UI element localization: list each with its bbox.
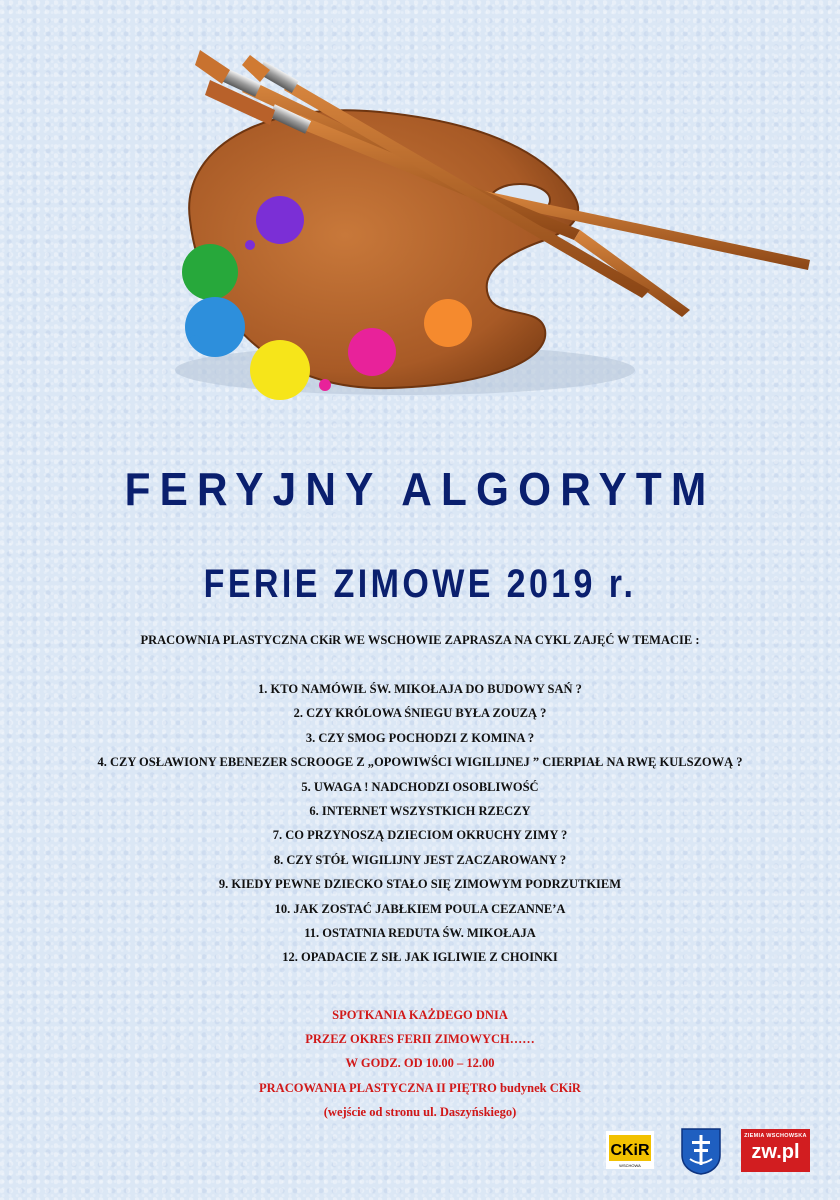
zw-logo-tagline: ZIEMIA WSCHOWSKA xyxy=(744,1133,807,1139)
topics-list xyxy=(0,677,840,970)
ckir-logo-subtext: WSCHOWA xyxy=(619,1163,641,1168)
magenta-paint xyxy=(348,328,396,376)
poster-title: FERYJNY ALGORYTM xyxy=(124,463,716,515)
list-item: 8. CZY STÓŁ WIGILIJNY JEST ZACZAROWANY ? xyxy=(273,852,567,867)
orange-paint xyxy=(424,299,472,347)
zw-logo-text: zw.pl xyxy=(751,1141,800,1163)
list-item: 4. CZY OSŁAWIONY EBENEZER SCROOGE Z „OPOWIWŚCI WIGILIJNEJ ” CIERPIAŁ NA RWĘ KULSZOWĄ ? xyxy=(97,755,743,770)
info-line: PRACOWANIA PLASTYCZNA II PIĘTRO budynek CKiR xyxy=(259,1080,581,1095)
paint-palette-illustration xyxy=(150,40,820,410)
coat-of-arms-icon xyxy=(680,1127,722,1175)
list-item: 1. KTO NAMÓWIŁ ŚW. MIKOŁAJA DO BUDOWY SAŃ ? xyxy=(258,682,582,696)
info-line: (wejście od stronu ul. Daszyńskiego) xyxy=(323,1104,517,1119)
zw-pl-logo xyxy=(741,1129,810,1172)
list-item: 6. INTERNET WSZYSTKICH RZECZY xyxy=(309,803,531,818)
list-item: 5. UWAGA ! NADCHODZI OSOBLIWOŚĆ xyxy=(301,779,539,794)
green-paint xyxy=(182,244,238,300)
list-item: 9. KIEDY PEWNE DZIECKO STAŁO SIĘ ZIMOWYM PODRZUTKIEM xyxy=(218,877,622,892)
list-item: 11. OSTATNIA REDUTA ŚW. MIKOŁAJA xyxy=(304,925,536,940)
list-item: 12. OPADACIE Z SIŁ JAK IGLIWIE Z CHOINKI xyxy=(282,950,558,965)
schedule-info xyxy=(0,1003,840,1124)
yellow-paint xyxy=(250,340,310,400)
blue-paint xyxy=(185,297,245,357)
poster-intro: PRACOWNIA PLASTYCZNA CKiR WE WSCHOWIE ZAPRASZA NA CYKL ZAJĘĆ W TEMACIE : xyxy=(140,633,700,647)
list-item: 3. CZY SMOG POCHODZI Z KOMINA ? xyxy=(305,730,535,745)
info-line: PRZEZ OKRES FERII ZIMOWYCH…… xyxy=(305,1032,535,1047)
poster-subtitle: FERIE ZIMOWE 2019 r. xyxy=(203,562,637,606)
ckir-logo xyxy=(606,1131,654,1169)
list-item: 2. CZY KRÓLOWA ŚNIEGU BYŁA ZOUZĄ ? xyxy=(293,706,547,721)
info-line: SPOTKANIA KAŻDEGO DNIA xyxy=(332,1008,508,1022)
list-item: 7. CO PRZYNOSZĄ DZIECIOM OKRUCHY ZIMY ? xyxy=(272,828,568,843)
list-item: 10. JAK ZOSTAĆ JABŁKIEM POULA CEZANNE’A xyxy=(274,901,566,916)
ckir-logo-text: CKiR xyxy=(610,1142,650,1159)
purple-paint xyxy=(256,196,304,244)
info-line: W GODZ. OD 10.00 – 12.00 xyxy=(345,1056,495,1071)
